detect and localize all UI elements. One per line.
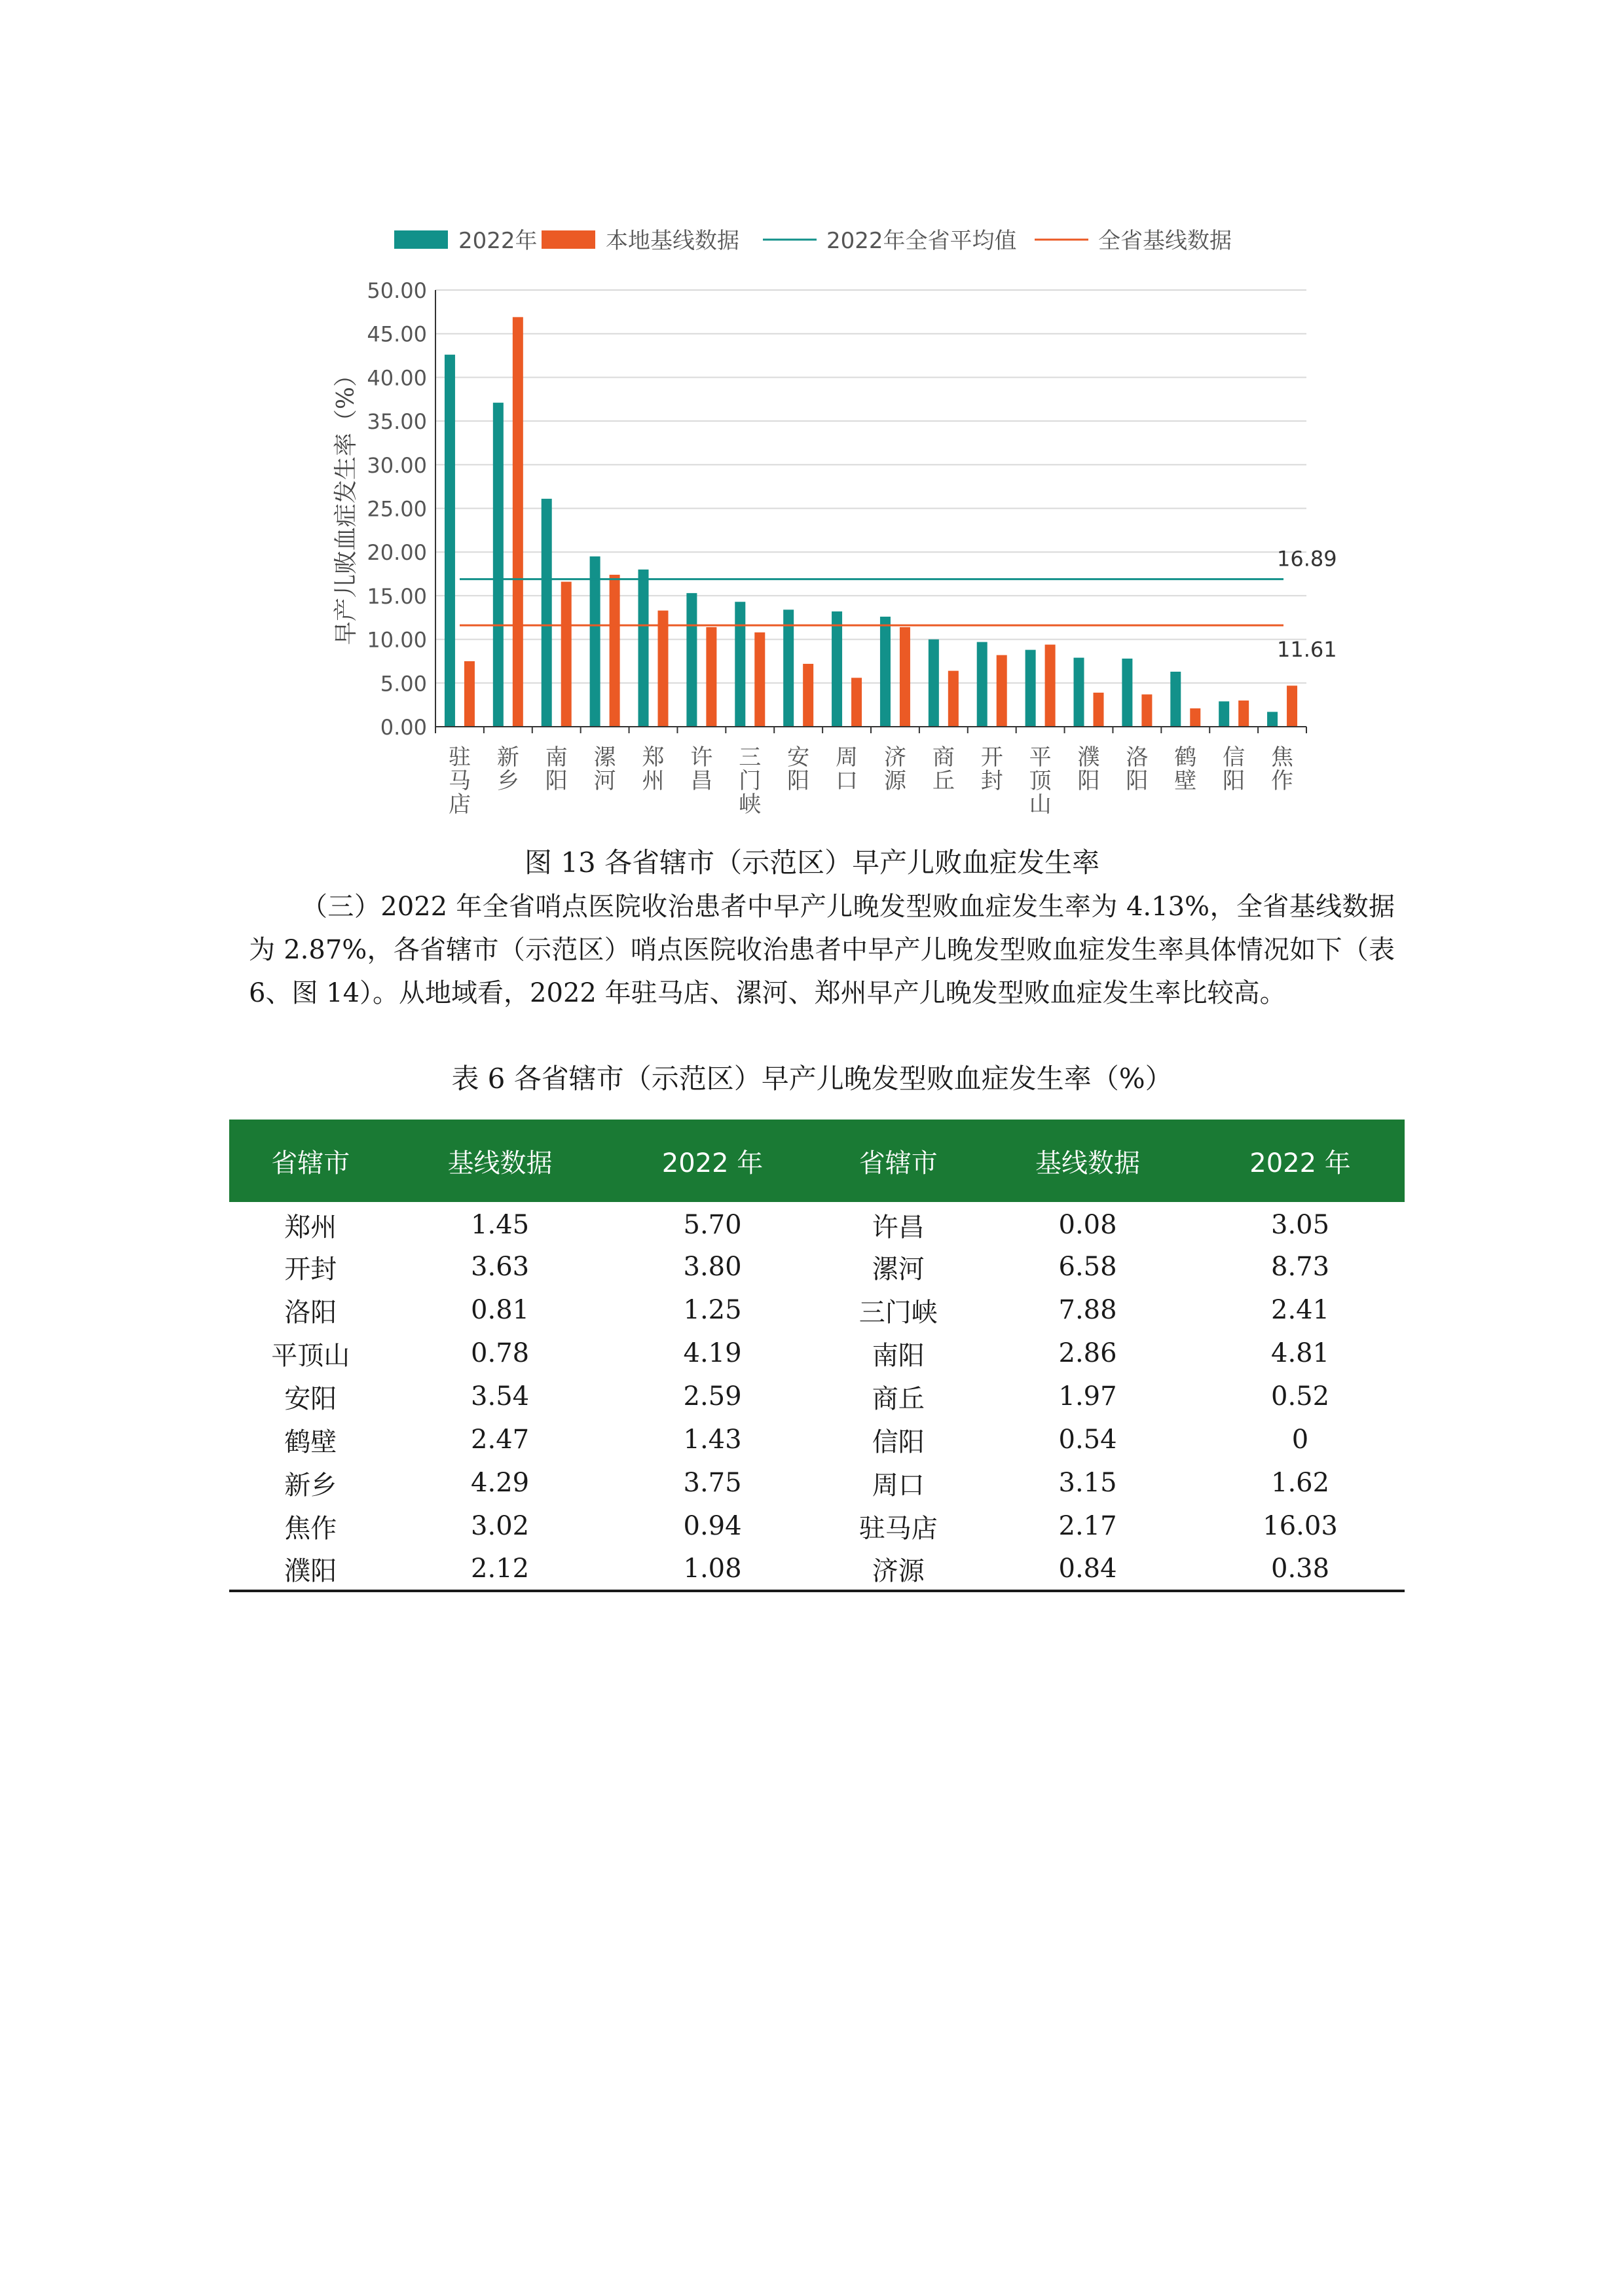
table-cell: 3.80 [683,1252,742,1282]
table-cell: 3.75 [683,1468,742,1498]
y-tick-label: 15.00 [367,583,427,609]
bar-2022 [445,355,455,727]
bar-2022 [1074,658,1084,727]
header-baseline: 基线数据 [447,1148,553,1178]
x-tick-label: 安阳 [787,744,810,794]
bar-local-baseline [948,671,959,727]
table-cell: 1.08 [683,1554,742,1584]
legend-label: 本地基线数据 [606,228,739,254]
bar-local-baseline [513,317,523,727]
table-cell: 0.78 [471,1338,530,1368]
table-cell: 4.81 [1271,1338,1330,1368]
bar-2022 [832,611,842,727]
x-tick-label: 鹤壁 [1174,744,1197,794]
table-cell: 商丘 [872,1383,925,1414]
bar-2022 [493,403,504,727]
table-cell: 0.81 [471,1295,530,1325]
y-tick-label: 20.00 [367,540,427,566]
bar-local-baseline [803,664,813,727]
bar-local-baseline [900,627,910,727]
table-cell: 郑州 [284,1212,337,1243]
table-cell: 2.59 [683,1381,742,1412]
y-tick-label: 30.00 [367,452,427,478]
bar-local-baseline [610,575,620,727]
header-city: 省辖市 [271,1148,350,1178]
table-cell: 0.54 [1058,1425,1117,1455]
table-row [229,1245,1405,1288]
table-cell: 驻马店 [858,1513,938,1544]
table-cell: 2.12 [471,1554,530,1584]
incidence-bar-chart [0,0,1624,845]
bar-local-baseline [851,678,862,727]
table-cell: 3.15 [1058,1468,1117,1498]
bar-2022 [1122,659,1132,727]
table-cell: 3.05 [1271,1210,1330,1240]
bar-local-baseline [658,611,669,727]
table-cell: 0.38 [1271,1554,1330,1584]
bar-2022 [880,617,891,727]
bar-2022 [977,642,987,727]
table-cell: 1.25 [683,1295,742,1325]
table-cell: 洛阳 [284,1297,337,1328]
header-baseline: 基线数据 [1035,1148,1141,1178]
y-tick-label: 35.00 [367,409,427,435]
bar-2022 [1025,650,1036,727]
bar-local-baseline [1190,708,1200,727]
body-paragraph [249,885,1395,1015]
bar-local-baseline [754,632,765,727]
paragraph-text: （三）2022 年全省哨点医院收治患者中早产儿晚发型败血症发生率为 4.13%，全省基线数据为 2.87%，各省辖市（示范区）哨点医院收治患者中早产儿晚发型败血症发生率具体情况如下（表 6、图 14）。从地域看，2022 年驻马店、漯河、郑州早产儿晚发型败血症发生率比较高。 [249,892,1395,1008]
table-row [229,1332,1405,1375]
y-tick-label: 0.00 [380,715,427,740]
header-city: 省辖市 [858,1148,938,1178]
bar-2022 [1219,701,1229,727]
bar-local-baseline [1238,701,1249,727]
table-cell: 6.58 [1058,1252,1117,1282]
bar-2022 [1170,672,1181,727]
y-tick-label: 50.00 [367,278,427,303]
table-cell: 0.84 [1058,1554,1117,1584]
bar-local-baseline [561,582,572,727]
y-tick-label: 25.00 [367,496,427,522]
y-tick-label: 40.00 [367,365,427,391]
table-cell: 8.73 [1271,1252,1330,1282]
table-cell: 3.63 [471,1252,530,1282]
bar-2022 [929,640,939,727]
table-header-row [229,1120,1405,1202]
table-cell: 周口 [872,1470,925,1501]
table-cell: 鹤壁 [284,1427,337,1457]
table-cell: 焦作 [284,1513,337,1544]
table-row [229,1202,1405,1245]
legend-label: 全省基线数据 [1098,228,1232,254]
bar-2022 [638,570,649,727]
bar-2022 [735,602,745,727]
incidence-table [229,1120,1405,1592]
header-2022: 2022 年 [661,1148,764,1178]
x-tick-label: 濮阳 [1077,744,1100,794]
table-cell: 南阳 [872,1340,925,1371]
table-cell: 7.88 [1058,1295,1117,1325]
bar-local-baseline [997,655,1007,727]
table-cell: 3.54 [471,1381,530,1412]
table-cell: 16.03 [1263,1511,1338,1541]
bar-2022 [590,556,600,727]
y-axis-title: 早产儿败血症发生率（%） [333,363,360,646]
legend-label: 2022年 [458,228,538,254]
table-cell: 漯河 [872,1254,925,1285]
table-cell: 0.94 [683,1511,742,1541]
x-tick-label: 焦作 [1271,744,1294,794]
table-cell: 安阳 [284,1383,337,1414]
table-cell: 平顶山 [271,1340,350,1371]
table-row [229,1461,1405,1504]
x-tick-label: 漯河 [593,744,616,794]
table-cell: 1.62 [1271,1468,1330,1498]
table-row [229,1504,1405,1548]
table-cell: 2.47 [471,1425,530,1455]
table-cell: 4.19 [683,1338,742,1368]
x-tick-label: 三门峡 [739,744,762,818]
table-cell: 2.17 [1058,1511,1117,1541]
bar-local-baseline [464,661,475,727]
chart-legend [394,228,1232,254]
table-cell: 濮阳 [284,1556,337,1586]
x-axis-tick-labels [449,744,1294,818]
bar-local-baseline [1045,645,1056,727]
x-tick-label: 南阳 [545,744,568,794]
table-cell: 1.43 [683,1425,742,1455]
bar-local-baseline [1287,685,1297,727]
y-tick-label: 5.00 [380,671,427,697]
table-row [229,1418,1405,1461]
table-cell: 许昌 [872,1212,925,1243]
table-cell: 济源 [872,1556,925,1586]
x-tick-label: 商丘 [932,744,955,794]
table-row [229,1375,1405,1418]
y-tick-label: 45.00 [367,321,427,347]
table-cell: 0.52 [1271,1381,1330,1412]
x-tick-label: 驻马店 [448,744,471,818]
table-cell: 新乡 [284,1470,337,1501]
table-cell: 3.02 [471,1511,530,1541]
bar-local-baseline [1141,695,1152,727]
legend-swatch-local-baseline [542,230,595,249]
table-cell: 0.08 [1058,1210,1117,1240]
table-body [229,1202,1405,1591]
x-tick-label: 郑州 [642,744,665,794]
table-cell: 信阳 [872,1427,925,1457]
x-tick-label: 开封 [980,744,1003,794]
table-row [229,1288,1405,1332]
table-cell: 5.70 [683,1210,742,1240]
bar-2022 [783,610,794,727]
table-cell: 2.86 [1058,1338,1117,1368]
table-cell: 2.41 [1271,1295,1330,1325]
x-tick-label: 信阳 [1223,744,1246,794]
bar-2022 [542,499,552,727]
bar-2022 [1267,712,1278,727]
figure-caption: 图 13 各省辖市（示范区）早产儿败血症发生率 [524,847,1100,879]
table-cell: 三门峡 [858,1297,938,1328]
x-tick-label: 洛阳 [1126,744,1149,794]
bar-2022 [686,593,697,727]
x-tick-label: 济源 [883,744,906,794]
x-tick-label: 新乡 [496,744,519,794]
header-2022: 2022 年 [1249,1148,1351,1178]
table-caption: 表 6 各省辖市（示范区）早产儿晚发型败血症发生率（%） [451,1063,1173,1095]
table-cell: 开封 [284,1254,337,1285]
reference-value-label: 11.61 [1277,637,1337,663]
bar-local-baseline [706,627,716,727]
y-axis-tick-labels [367,278,427,740]
table-cell: 1.45 [471,1210,530,1240]
legend-label: 2022年全省平均值 [826,228,1017,254]
table-row [229,1548,1405,1591]
table-cell: 4.29 [471,1468,530,1498]
bar-local-baseline [1094,693,1104,727]
x-tick-label: 平顶山 [1029,744,1052,818]
x-tick-label: 许昌 [690,744,713,794]
chart-bars [445,317,1297,727]
legend-swatch-2022 [394,230,448,249]
x-tick-label: 周口 [836,744,858,794]
reference-value-label: 16.89 [1277,546,1337,572]
y-tick-label: 10.00 [367,627,427,653]
table-cell: 1.97 [1058,1381,1117,1412]
table-cell: 0 [1291,1425,1309,1455]
